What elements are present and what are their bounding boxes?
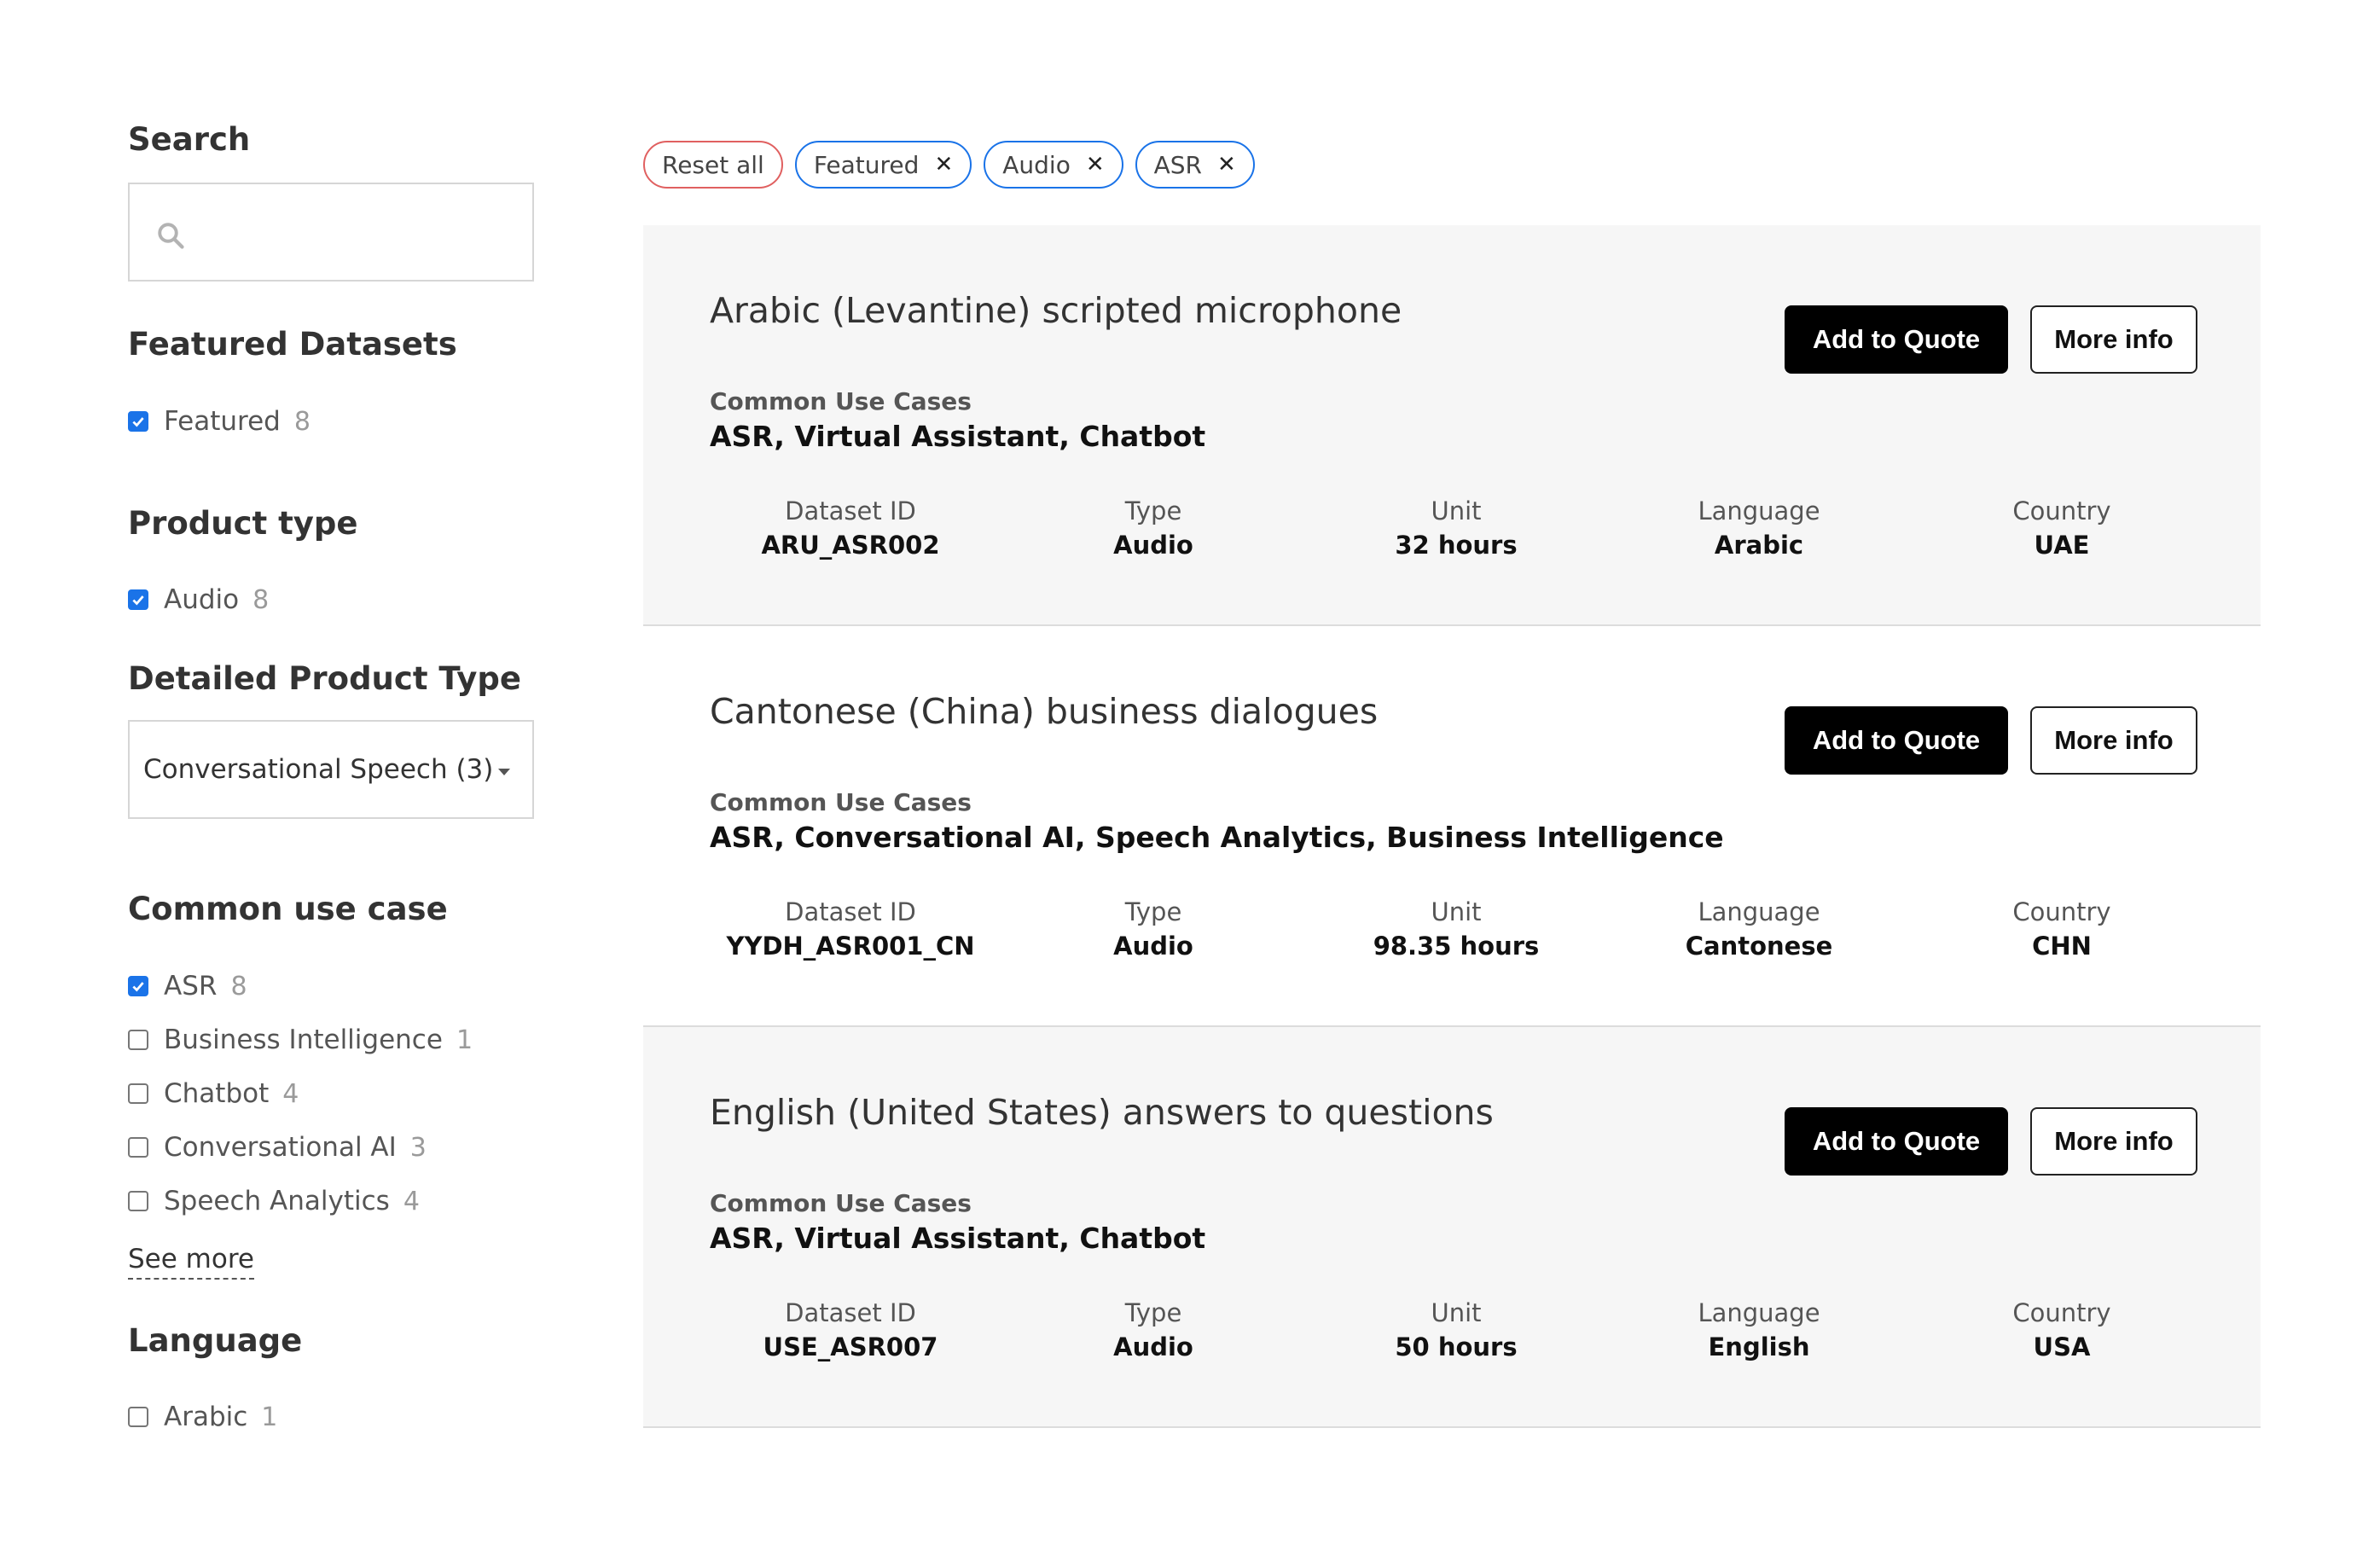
checkbox-unchecked[interactable]	[128, 1137, 148, 1158]
meta-unit	[1328, 496, 1584, 560]
filter-chatbot[interactable]	[128, 1077, 299, 1111]
meta-label: Dataset ID	[785, 1298, 916, 1327]
meta-label: Dataset ID	[785, 897, 916, 926]
chip-featured[interactable]	[795, 141, 972, 189]
meta-unit	[1328, 1298, 1584, 1361]
checkbox-checked[interactable]	[128, 976, 148, 996]
dataset-title: Arabic (Levantine) scripted microphone	[710, 290, 1402, 331]
chip-audio[interactable]	[984, 141, 1123, 189]
meta-label: Language	[1698, 496, 1820, 525]
meta-label: Language	[1698, 897, 1820, 926]
reset-all-chip[interactable]: Reset all	[643, 141, 783, 189]
filter-count: 1	[261, 1402, 278, 1432]
filter-label: Featured	[164, 406, 281, 437]
checkbox-checked[interactable]	[128, 589, 148, 610]
meta-value: USA	[2033, 1332, 2091, 1361]
meta-value: CHN	[2032, 932, 2092, 961]
filter-speech-analytics[interactable]	[128, 1184, 420, 1218]
meta-value: UAE	[2034, 531, 2090, 560]
dataset-card	[643, 626, 2261, 1027]
meta-label: Language	[1698, 1298, 1820, 1327]
filter-label: Chatbot	[164, 1078, 270, 1109]
chip-asr[interactable]	[1135, 141, 1255, 189]
checkbox-unchecked[interactable]	[128, 1191, 148, 1211]
meta-label: Dataset ID	[785, 496, 916, 525]
more-info-button[interactable]: More info	[2030, 1107, 2197, 1176]
meta-type	[1025, 496, 1281, 560]
product-type-title: Product type	[128, 505, 358, 542]
meta-unit	[1328, 897, 1584, 961]
meta-country	[1934, 496, 2190, 560]
meta-value: 98.35 hours	[1373, 932, 1540, 961]
checkbox-unchecked[interactable]	[128, 1030, 148, 1050]
meta-dataset-id	[723, 1298, 978, 1361]
use-cases-label: Common Use Cases	[710, 387, 972, 415]
use-cases-value: ASR, Virtual Assistant, Chatbot	[710, 420, 1206, 453]
meta-value: Audio	[1113, 531, 1193, 560]
meta-type	[1025, 1298, 1281, 1361]
use-cases-label: Common Use Cases	[710, 1189, 972, 1217]
dataset-title: Cantonese (China) business dialogues	[710, 691, 1379, 732]
filter-conversational-ai[interactable]	[128, 1130, 427, 1164]
more-info-button[interactable]: More info	[2030, 706, 2197, 775]
meta-language	[1631, 897, 1887, 961]
use-cases-value: ASR, Virtual Assistant, Chatbot	[710, 1222, 1206, 1255]
meta-value: USE_ASR007	[763, 1332, 938, 1361]
see-more-link[interactable]: See more	[128, 1244, 254, 1280]
filter-audio[interactable]	[128, 583, 269, 617]
filter-label: Audio	[164, 584, 240, 615]
search-icon	[155, 220, 186, 251]
filter-count: 8	[253, 584, 270, 615]
search-input[interactable]	[128, 183, 534, 282]
meta-value: ARU_ASR002	[761, 531, 940, 560]
meta-label: Type	[1124, 496, 1182, 525]
add-to-quote-button[interactable]: Add to Quote	[1785, 1107, 2008, 1176]
dataset-card	[643, 1027, 2261, 1428]
close-icon[interactable]: ✕	[1217, 152, 1236, 177]
meta-dataset-id	[723, 897, 978, 961]
filter-count: 4	[282, 1078, 299, 1109]
chip-label: Audio	[1002, 150, 1071, 179]
meta-language	[1631, 1298, 1887, 1361]
chip-label: Featured	[813, 150, 920, 179]
meta-value: 32 hours	[1395, 531, 1518, 560]
more-info-button[interactable]: More info	[2030, 305, 2197, 374]
meta-country	[1934, 897, 2190, 961]
meta-label: Unit	[1431, 897, 1482, 926]
meta-value: Cantonese	[1685, 932, 1833, 961]
meta-label: Country	[2012, 496, 2111, 525]
caret-down-icon	[498, 769, 510, 775]
meta-type	[1025, 897, 1281, 961]
filter-arabic[interactable]	[128, 1400, 277, 1434]
filter-featured[interactable]	[128, 404, 311, 438]
filter-count: 8	[293, 406, 311, 437]
meta-value: YYDH_ASR001_CN	[726, 932, 975, 961]
meta-value: 50 hours	[1395, 1332, 1518, 1361]
filter-label: Speech Analytics	[164, 1186, 390, 1216]
search-title: Search	[128, 121, 251, 158]
card-divider	[643, 1426, 2261, 1428]
chip-label: ASR	[1153, 150, 1203, 179]
add-to-quote-button[interactable]: Add to Quote	[1785, 305, 2008, 374]
filter-count: 1	[456, 1025, 473, 1055]
select-value: Conversational Speech (3)	[143, 754, 494, 785]
meta-value: Arabic	[1714, 531, 1804, 560]
meta-value: Audio	[1113, 1332, 1193, 1361]
filter-label: ASR	[164, 971, 218, 1001]
meta-label: Type	[1124, 897, 1182, 926]
language-title: Language	[128, 1322, 303, 1359]
meta-label: Unit	[1431, 496, 1482, 525]
meta-label: Country	[2012, 1298, 2111, 1327]
checkbox-checked[interactable]	[128, 411, 148, 432]
dataset-title: English (United States) answers to questions	[710, 1092, 1494, 1133]
meta-label: Country	[2012, 897, 2111, 926]
meta-dataset-id	[723, 496, 978, 560]
close-icon[interactable]: ✕	[1085, 152, 1105, 177]
meta-value: English	[1708, 1332, 1810, 1361]
filter-count: 3	[409, 1132, 427, 1163]
filter-count: 8	[230, 971, 247, 1001]
detailed-product-type-select[interactable]	[128, 720, 534, 819]
featured-datasets-title: Featured Datasets	[128, 326, 457, 363]
meta-value: Audio	[1113, 932, 1193, 961]
active-filters	[643, 141, 1255, 189]
filter-business-intelligence[interactable]	[128, 1023, 473, 1057]
filter-label: Business Intelligence	[164, 1025, 443, 1055]
close-icon[interactable]: ✕	[934, 152, 954, 177]
detailed-product-type-title: Detailed Product Type	[128, 660, 521, 697]
use-cases-value: ASR, Conversational AI, Speech Analytics, Business Intelligence	[710, 821, 1724, 854]
checkbox-unchecked[interactable]	[128, 1407, 148, 1427]
meta-label: Type	[1124, 1298, 1182, 1327]
filter-asr[interactable]	[128, 969, 247, 1003]
common-use-case-title: Common use case	[128, 891, 448, 927]
meta-country	[1934, 1298, 2190, 1361]
filter-label: Conversational AI	[164, 1132, 397, 1163]
checkbox-unchecked[interactable]	[128, 1083, 148, 1104]
add-to-quote-button[interactable]: Add to Quote	[1785, 706, 2008, 775]
meta-language	[1631, 496, 1887, 560]
meta-label: Unit	[1431, 1298, 1482, 1327]
filter-label: Arabic	[164, 1402, 248, 1432]
dataset-card	[643, 225, 2261, 626]
filter-count: 4	[403, 1186, 420, 1216]
use-cases-label: Common Use Cases	[710, 788, 972, 816]
